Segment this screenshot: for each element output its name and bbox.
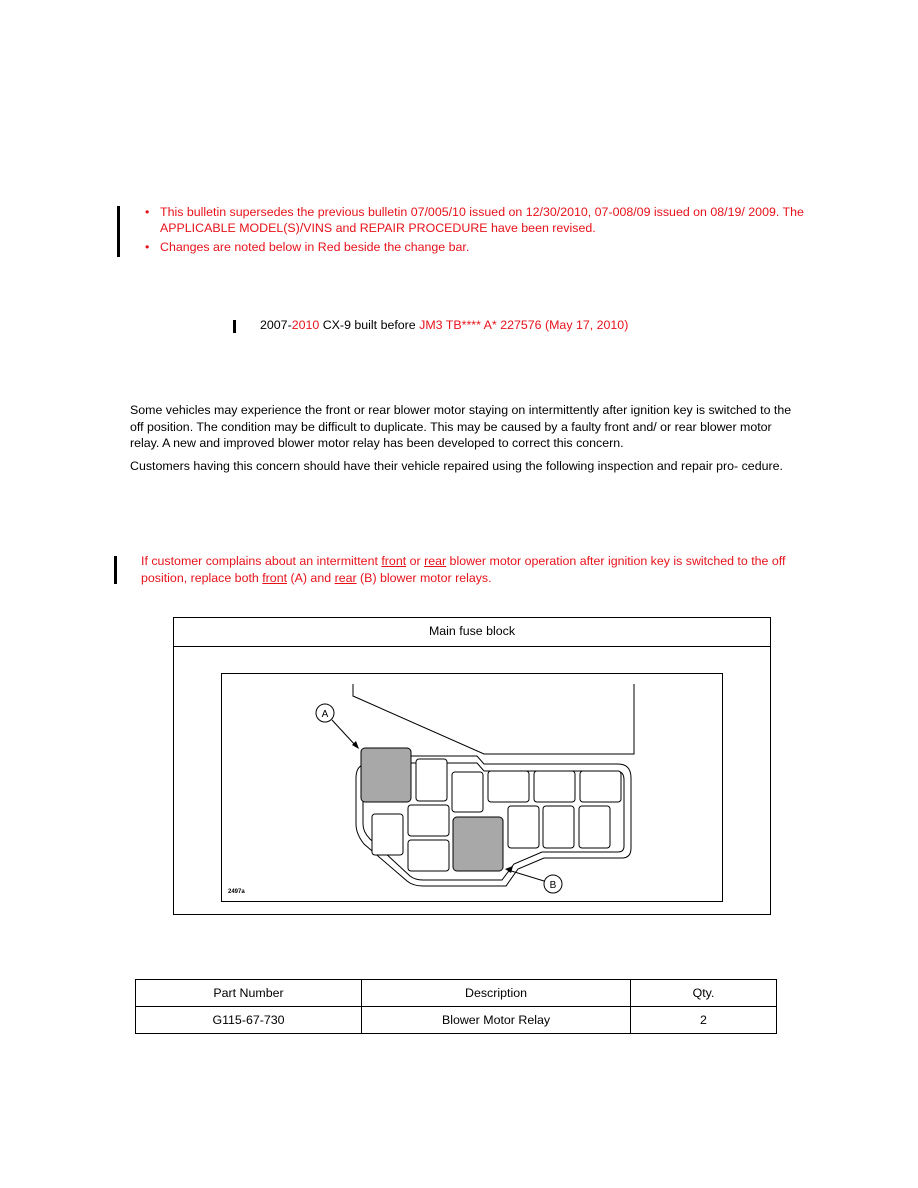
table-header-row [136,980,777,1007]
part-number-cell: G115-67-730 [136,1007,362,1034]
relay-b [453,817,503,871]
parts-table [135,979,777,1034]
description-paragraph: Customers having this concern should have their vehicle repaired using the following inspection and repair pro- cedure. [130,458,783,473]
change-bar [233,320,236,333]
callout-b-arrowhead [505,866,513,873]
description-cell: Blower Motor Relay [362,1007,631,1034]
fuse-slot [580,771,621,802]
repair-procedure: If customer complains about an intermittent front or rear blower motor operation after ignition key is switched to the off position, replace both front (A) and rear (B) blower motor relays. [141,554,786,585]
callout-a-leader [332,720,356,746]
fuse-slot [372,814,403,855]
fuse-slot [543,806,574,848]
fuse-slot [408,840,449,871]
revision-note: • Changes are noted below in Red beside the change bar. [145,240,470,254]
applicable-models: 2007-2010 CX-9 built before JM3 TB**** A* 227576 (May 17, 2010) [260,318,629,332]
change-bar [114,556,117,584]
callout-a-label: A [321,709,329,720]
column-header: Qty. [631,980,777,1007]
figure-illustration [221,673,723,902]
fuse-slot [416,759,447,801]
fuse-slot [452,772,483,812]
figure-title: Main fuse block [174,618,770,647]
change-bar [117,206,120,257]
fuse-block-figure [173,617,771,915]
column-header: Description [362,980,631,1007]
table-row [136,1007,777,1034]
relay-a [361,748,411,802]
housing-outline [353,684,634,754]
fuse-slot [408,805,449,836]
description [130,402,795,480]
callout-b-label: B [549,880,557,891]
fuse-slot [488,771,529,802]
column-header: Part Number [136,980,362,1007]
fuse-slot [579,806,610,848]
revision-notes [145,204,815,258]
fuse-slot [534,771,575,802]
figure-id: 2497a [228,889,245,895]
quantity-cell: 2 [631,1007,777,1034]
revision-note: • This bulletin supersedes the previous bulletin 07/005/10 issued on 12/30/2010, 07-008/09 issued on 08/19/ 2009. The APPLICABLE MODEL(S)/VINS and REPAIR PROCEDURE have been revised. [145,205,804,235]
description-paragraph: Some vehicles may experience the front or rear blower motor staying on intermittently after ignition key is switched to the off position. The condition may be difficult to duplicate. This may be caused by a faulty front and/ or rear blower motor relay. A new and improved blower motor relay has been developed to correct this concern. [130,403,792,450]
fuse-slot [508,806,539,848]
